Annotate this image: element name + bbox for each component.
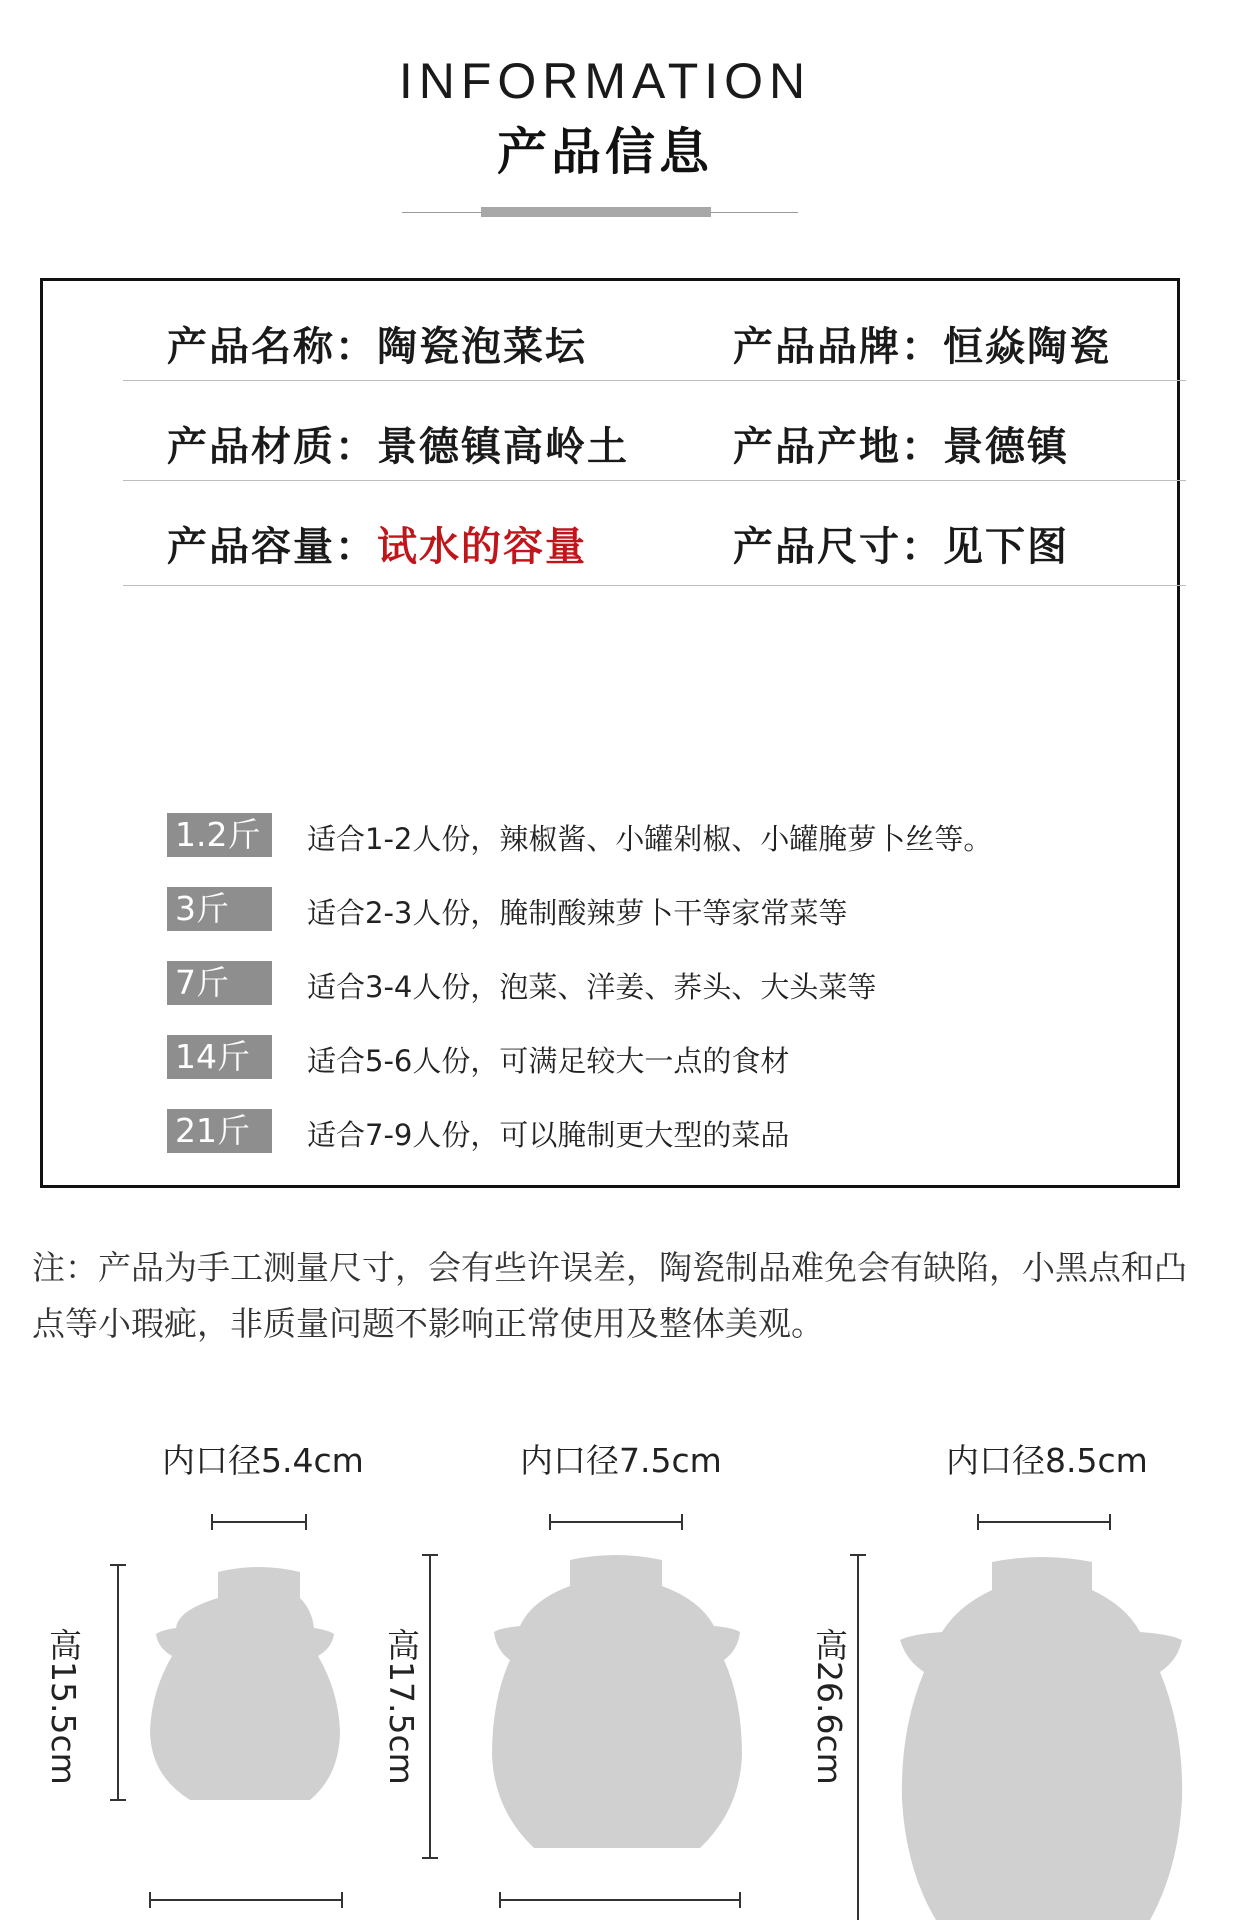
section-title-cn: 产品信息 bbox=[497, 123, 713, 181]
jar-size-diagram bbox=[0, 1500, 1240, 1920]
info-row bbox=[123, 381, 1186, 481]
capacity-desc: 适合5-6人份，可满足较大一点的食材 bbox=[307, 1044, 790, 1078]
disclaimer-note: 注：产品为手工测量尺寸，会有些许误差，陶瓷制品难免会有缺陷，小黑点和凸点等小瑕疵，非质量问题不影响正常使用及整体美观。 bbox=[32, 1248, 1187, 1343]
info-row bbox=[123, 281, 1186, 381]
jar-large bbox=[900, 1557, 1182, 1920]
jar-mouth-label: 内口径7.5cm bbox=[520, 1441, 722, 1480]
product-origin: 产品产地：景德镇 bbox=[733, 424, 1069, 470]
product-material: 产品材质：景德镇高岭土 bbox=[167, 424, 629, 470]
capacity-tag: 3斤 bbox=[167, 887, 272, 931]
jar-height-label: 高17.5cm bbox=[382, 1628, 421, 1785]
product-capacity: 产品容量：试水的容量 bbox=[167, 524, 587, 570]
jar-small bbox=[150, 1567, 340, 1800]
section-title-en: INFORMATION bbox=[398, 53, 812, 109]
capacity-tag: 14斤 bbox=[167, 1035, 272, 1079]
jar-mouth-label: 内口径8.5cm bbox=[946, 1441, 1148, 1480]
product-name: 产品名称：陶瓷泡菜坛 bbox=[167, 324, 587, 370]
capacity-desc: 适合2-3人份，腌制酸辣萝卜干等家常菜等 bbox=[307, 896, 848, 930]
jar-mouth-label: 内口径5.4cm bbox=[162, 1441, 364, 1480]
jar-height-label: 高26.6cm bbox=[810, 1628, 849, 1785]
capacity-tag: 1.2斤 bbox=[167, 813, 272, 857]
product-brand: 产品品牌：恒焱陶瓷 bbox=[733, 324, 1111, 370]
capacity-desc: 适合1-2人份，辣椒酱、小罐剁椒、小罐腌萝卜丝等。 bbox=[307, 822, 993, 856]
capacity-tag: 21斤 bbox=[167, 1109, 272, 1153]
row-divider bbox=[123, 585, 1186, 586]
capacity-tag: 7斤 bbox=[167, 961, 272, 1005]
title-accent-bar bbox=[481, 207, 711, 217]
jar-medium bbox=[492, 1555, 742, 1848]
jar-height-label: 高15.5cm bbox=[44, 1628, 83, 1785]
product-info-box bbox=[40, 278, 1180, 1188]
capacity-desc: 适合3-4人份，泡菜、洋姜、荞头、大头菜等 bbox=[307, 970, 877, 1004]
product-size: 产品尺寸：见下图 bbox=[733, 524, 1069, 570]
info-row bbox=[123, 481, 1186, 586]
capacity-desc: 适合7-9人份，可以腌制更大型的菜品 bbox=[307, 1118, 790, 1152]
